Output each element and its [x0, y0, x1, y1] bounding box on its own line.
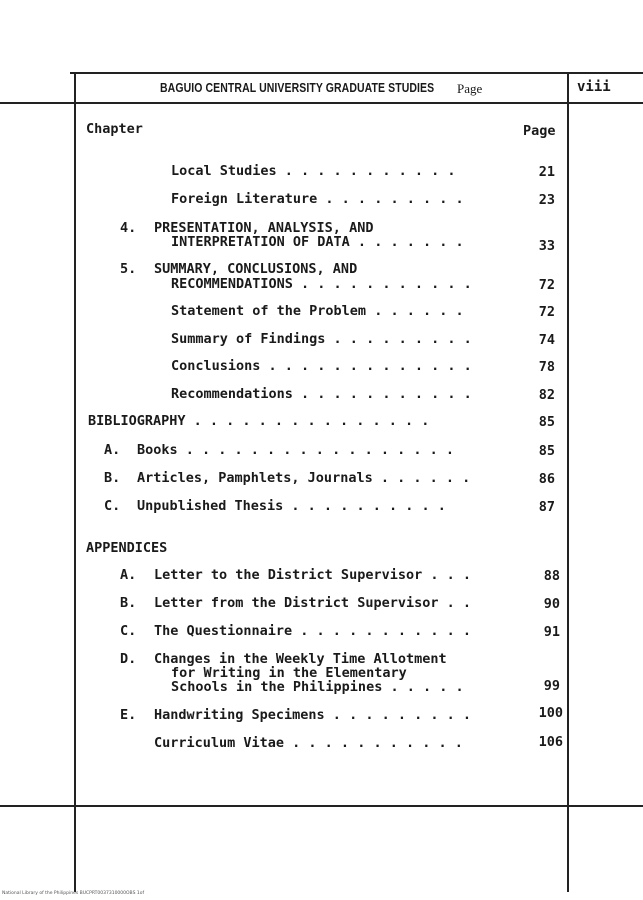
- toc-page-number: 72: [538, 304, 555, 320]
- toc-chapter-number: 5.: [120, 261, 137, 277]
- toc-section-letter: C.: [104, 498, 121, 514]
- bottom-rule: [0, 805, 643, 807]
- toc-entry-bibliography: BIBLIOGRAPHY . . . . . . . . . . . . . . .: [88, 413, 430, 429]
- library-footer-note: National Library of the Philippines BUCPRT0037310000OBS 1of: [2, 891, 145, 896]
- toc-page-number: 23: [538, 192, 555, 208]
- toc-entry-foreign-literature: Foreign Literature . . . . . . . . .: [171, 191, 464, 207]
- toc-entry-time-allotment: Changes in the Weekly Time Allotment: [154, 651, 447, 667]
- toc-entry-appendices: APPENDICES: [86, 540, 168, 556]
- toc-page-number: 82: [538, 387, 555, 403]
- header-page-number: viii: [577, 79, 611, 95]
- toc-entry-books: Books . . . . . . . . . . . . . . . . .: [137, 442, 454, 458]
- toc-page-number: 106: [538, 734, 563, 750]
- toc-entry-summary-of-findings: Summary of Findings . . . . . . . . .: [171, 331, 472, 347]
- toc-page-number: 74: [538, 332, 555, 348]
- toc-page-number: 88: [543, 568, 560, 584]
- toc-page-number: 100: [538, 705, 563, 721]
- toc-section-letter: B.: [104, 470, 121, 486]
- toc-entry-chapter-4: PRESENTATION, ANALYSIS, AND: [154, 220, 374, 236]
- toc-page-number: 33: [538, 238, 555, 254]
- toc-entry-letter-to-supervisor: Letter to the District Supervisor . . .: [154, 567, 471, 583]
- toc-section-letter: A.: [104, 442, 121, 458]
- toc-page-number: 21: [538, 164, 555, 180]
- toc-appendix-letter: A.: [120, 567, 137, 583]
- header-rule: [0, 102, 643, 104]
- toc-appendix-letter: C.: [120, 623, 137, 639]
- toc-entry-chapter-5-cont: RECOMMENDATIONS . . . . . . . . . . .: [171, 276, 472, 292]
- toc-page-number: 85: [538, 443, 555, 459]
- page-column-label: Page: [523, 123, 556, 139]
- toc-entry-recommendations: Recommendations . . . . . . . . . . .: [171, 386, 472, 402]
- toc-entry-curriculum-vitae: Curriculum Vitae . . . . . . . . . . .: [154, 735, 463, 751]
- toc-entry-articles: Articles, Pamphlets, Journals . . . . . .: [137, 470, 471, 486]
- toc-entry-chapter-5: SUMMARY, CONCLUSIONS, AND: [154, 261, 358, 277]
- header-page-label: Page: [457, 81, 483, 96]
- right-margin-rule: [567, 72, 569, 892]
- toc-entry-statement-of-problem: Statement of the Problem . . . . . .: [171, 303, 464, 319]
- toc-page-number: 87: [538, 499, 555, 515]
- toc-page-number: 78: [538, 359, 555, 375]
- toc-page-number: 91: [543, 624, 560, 640]
- toc-entry-conclusions: Conclusions . . . . . . . . . . . . .: [171, 358, 472, 374]
- top-rule: [70, 72, 643, 74]
- toc-page-number: 85: [538, 414, 555, 430]
- left-margin-rule: [74, 72, 76, 892]
- toc-entry-local-studies: Local Studies . . . . . . . . . . .: [171, 163, 456, 179]
- toc-page-number: 72: [538, 277, 555, 293]
- toc-entry-unpublished-thesis: Unpublished Thesis . . . . . . . . . .: [137, 498, 446, 514]
- toc-appendix-letter: B.: [120, 595, 137, 611]
- toc-entry-chapter-4-cont: INTERPRETATION OF DATA . . . . . . .: [171, 234, 464, 250]
- toc-page-number: 86: [538, 471, 555, 487]
- toc-entry-time-allotment-cont2: Schools in the Philippines . . . . .: [171, 679, 464, 695]
- toc-page-number: 90: [543, 596, 560, 612]
- toc-page-number: 99: [543, 678, 560, 694]
- chapter-label: Chapter: [86, 121, 143, 137]
- toc-entry-questionnaire: The Questionnaire . . . . . . . . . . .: [154, 623, 471, 639]
- toc-appendix-letter: D.: [120, 651, 137, 667]
- header-title: BAGUIO CENTRAL UNIVERSITY GRADUATE STUDIES: [160, 81, 435, 95]
- toc-entry-time-allotment-cont: for Writing in the Elementary: [171, 665, 407, 681]
- toc-chapter-number: 4.: [120, 220, 137, 236]
- toc-appendix-letter: E.: [120, 707, 137, 723]
- toc-entry-letter-from-supervisor: Letter from the District Supervisor . .: [154, 595, 471, 611]
- toc-entry-handwriting-specimens: Handwriting Specimens . . . . . . . . .: [154, 707, 471, 723]
